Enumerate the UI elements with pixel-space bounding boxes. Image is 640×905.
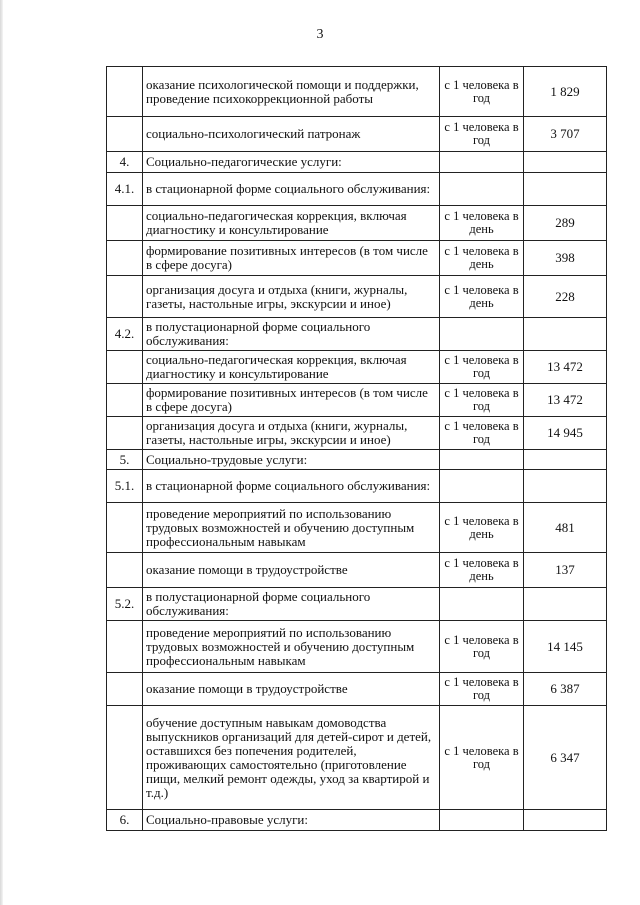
price-value-cell (524, 588, 607, 621)
table-row (107, 117, 607, 152)
service-name-cell: в полустационарной форме социального обслуживания: (143, 318, 440, 351)
unit-cell: с 1 человека в день (440, 553, 524, 588)
price-value-cell (524, 318, 607, 351)
service-name-cell: проведение мероприятий по использованию трудовых возможностей и обучению доступным профессиональным навыкам (143, 621, 440, 673)
table-row (107, 318, 607, 351)
service-name-cell: оказание помощи в трудоустройстве (143, 553, 440, 588)
page-edge-shadow (0, 0, 3, 905)
row-number-cell: 4. (107, 152, 143, 173)
table-row (107, 470, 607, 503)
table-row (107, 417, 607, 450)
row-number-cell: 4.1. (107, 173, 143, 206)
service-name-cell: организация досуга и отдыха (книги, журналы, газеты, настольные игры, экскурсии и иное) (143, 276, 440, 318)
unit-cell: с 1 человека в год (440, 351, 524, 384)
table-row (107, 450, 607, 470)
unit-cell (440, 173, 524, 206)
row-number-cell: 5.2. (107, 588, 143, 621)
service-name-cell: организация досуга и отдыха (книги, журналы, газеты, настольные игры, экскурсии и иное) (143, 417, 440, 450)
unit-cell (440, 318, 524, 351)
service-name-cell: обучение доступным навыкам домоводства выпускников организаций для детей-сирот и детей, оставшихся без попечения родителей, проживающих самостоятельно (приготовление пищи, мелкий ремонт одежды, уход за квартирой и т.д.) (143, 706, 440, 810)
row-number-cell (107, 384, 143, 417)
table-row (107, 67, 607, 117)
service-name-cell: формирование позитивных интересов (в том числе в сфере досуга) (143, 384, 440, 417)
price-value-cell (524, 152, 607, 173)
table-row (107, 206, 607, 241)
price-value-cell (524, 450, 607, 470)
unit-cell: с 1 человека в день (440, 206, 524, 241)
service-name-cell: Социально-правовые услуги: (143, 810, 440, 831)
table-row (107, 706, 607, 810)
row-number-cell (107, 117, 143, 152)
price-value-cell: 14 945 (524, 417, 607, 450)
row-number-cell (107, 621, 143, 673)
unit-cell: с 1 человека в день (440, 276, 524, 318)
service-name-cell: оказание помощи в трудоустройстве (143, 673, 440, 706)
row-number-cell: 5. (107, 450, 143, 470)
price-value-cell: 289 (524, 206, 607, 241)
row-number-cell: 6. (107, 810, 143, 831)
service-name-cell: оказание психологической помощи и поддержки, проведение психокоррекционной работы (143, 67, 440, 117)
row-number-cell: 4.2. (107, 318, 143, 351)
service-name-cell: социально-психологический патронаж (143, 117, 440, 152)
table-row (107, 810, 607, 831)
row-number-cell (107, 553, 143, 588)
table-row (107, 241, 607, 276)
table-row (107, 553, 607, 588)
service-name-cell: социально-педагогическая коррекция, включая диагностику и консультирование (143, 206, 440, 241)
row-number-cell (107, 241, 143, 276)
unit-cell: с 1 человека в год (440, 117, 524, 152)
unit-cell (440, 450, 524, 470)
price-value-cell: 398 (524, 241, 607, 276)
row-number-cell (107, 351, 143, 384)
services-table (106, 66, 607, 831)
row-number-cell (107, 503, 143, 553)
price-value-cell (524, 173, 607, 206)
unit-cell (440, 470, 524, 503)
service-name-cell: Социально-педагогические услуги: (143, 152, 440, 173)
price-value-cell (524, 810, 607, 831)
row-number-cell (107, 673, 143, 706)
unit-cell: с 1 человека в год (440, 673, 524, 706)
row-number-cell (107, 417, 143, 450)
price-value-cell: 1 829 (524, 67, 607, 117)
unit-cell: с 1 человека в день (440, 241, 524, 276)
page-number: 3 (316, 27, 324, 42)
price-value-cell: 137 (524, 553, 607, 588)
table-row (107, 152, 607, 173)
price-value-cell: 13 472 (524, 384, 607, 417)
unit-cell: с 1 человека в день (440, 503, 524, 553)
table-row (107, 384, 607, 417)
unit-cell (440, 588, 524, 621)
table-row (107, 351, 607, 384)
row-number-cell (107, 206, 143, 241)
table-row (107, 276, 607, 318)
row-number-cell (107, 276, 143, 318)
table-row (107, 673, 607, 706)
table-row (107, 621, 607, 673)
price-value-cell: 13 472 (524, 351, 607, 384)
row-number-cell: 5.1. (107, 470, 143, 503)
table-row (107, 503, 607, 553)
price-value-cell: 6 387 (524, 673, 607, 706)
price-value-cell: 228 (524, 276, 607, 318)
unit-cell: с 1 человека в год (440, 706, 524, 810)
service-name-cell: в стационарной форме социального обслуживания: (143, 173, 440, 206)
unit-cell: с 1 человека в год (440, 417, 524, 450)
price-value-cell: 3 707 (524, 117, 607, 152)
service-name-cell: социально-педагогическая коррекция, включая диагностику и консультирование (143, 351, 440, 384)
service-name-cell: в полустационарной форме социального обслуживания: (143, 588, 440, 621)
table-row (107, 588, 607, 621)
services-table-body (107, 67, 607, 831)
service-name-cell: формирование позитивных интересов (в том числе в сфере досуга) (143, 241, 440, 276)
service-name-cell: в стационарной форме социального обслуживания: (143, 470, 440, 503)
unit-cell (440, 810, 524, 831)
price-value-cell: 481 (524, 503, 607, 553)
unit-cell: с 1 человека в год (440, 384, 524, 417)
row-number-cell (107, 706, 143, 810)
price-value-cell: 14 145 (524, 621, 607, 673)
unit-cell: с 1 человека в год (440, 67, 524, 117)
table-row (107, 173, 607, 206)
service-name-cell: проведение мероприятий по использованию трудовых возможностей и обучению доступным профессиональным навыкам (143, 503, 440, 553)
unit-cell (440, 152, 524, 173)
price-value-cell: 6 347 (524, 706, 607, 810)
price-value-cell (524, 470, 607, 503)
row-number-cell (107, 67, 143, 117)
service-name-cell: Социально-трудовые услуги: (143, 450, 440, 470)
unit-cell: с 1 человека в год (440, 621, 524, 673)
